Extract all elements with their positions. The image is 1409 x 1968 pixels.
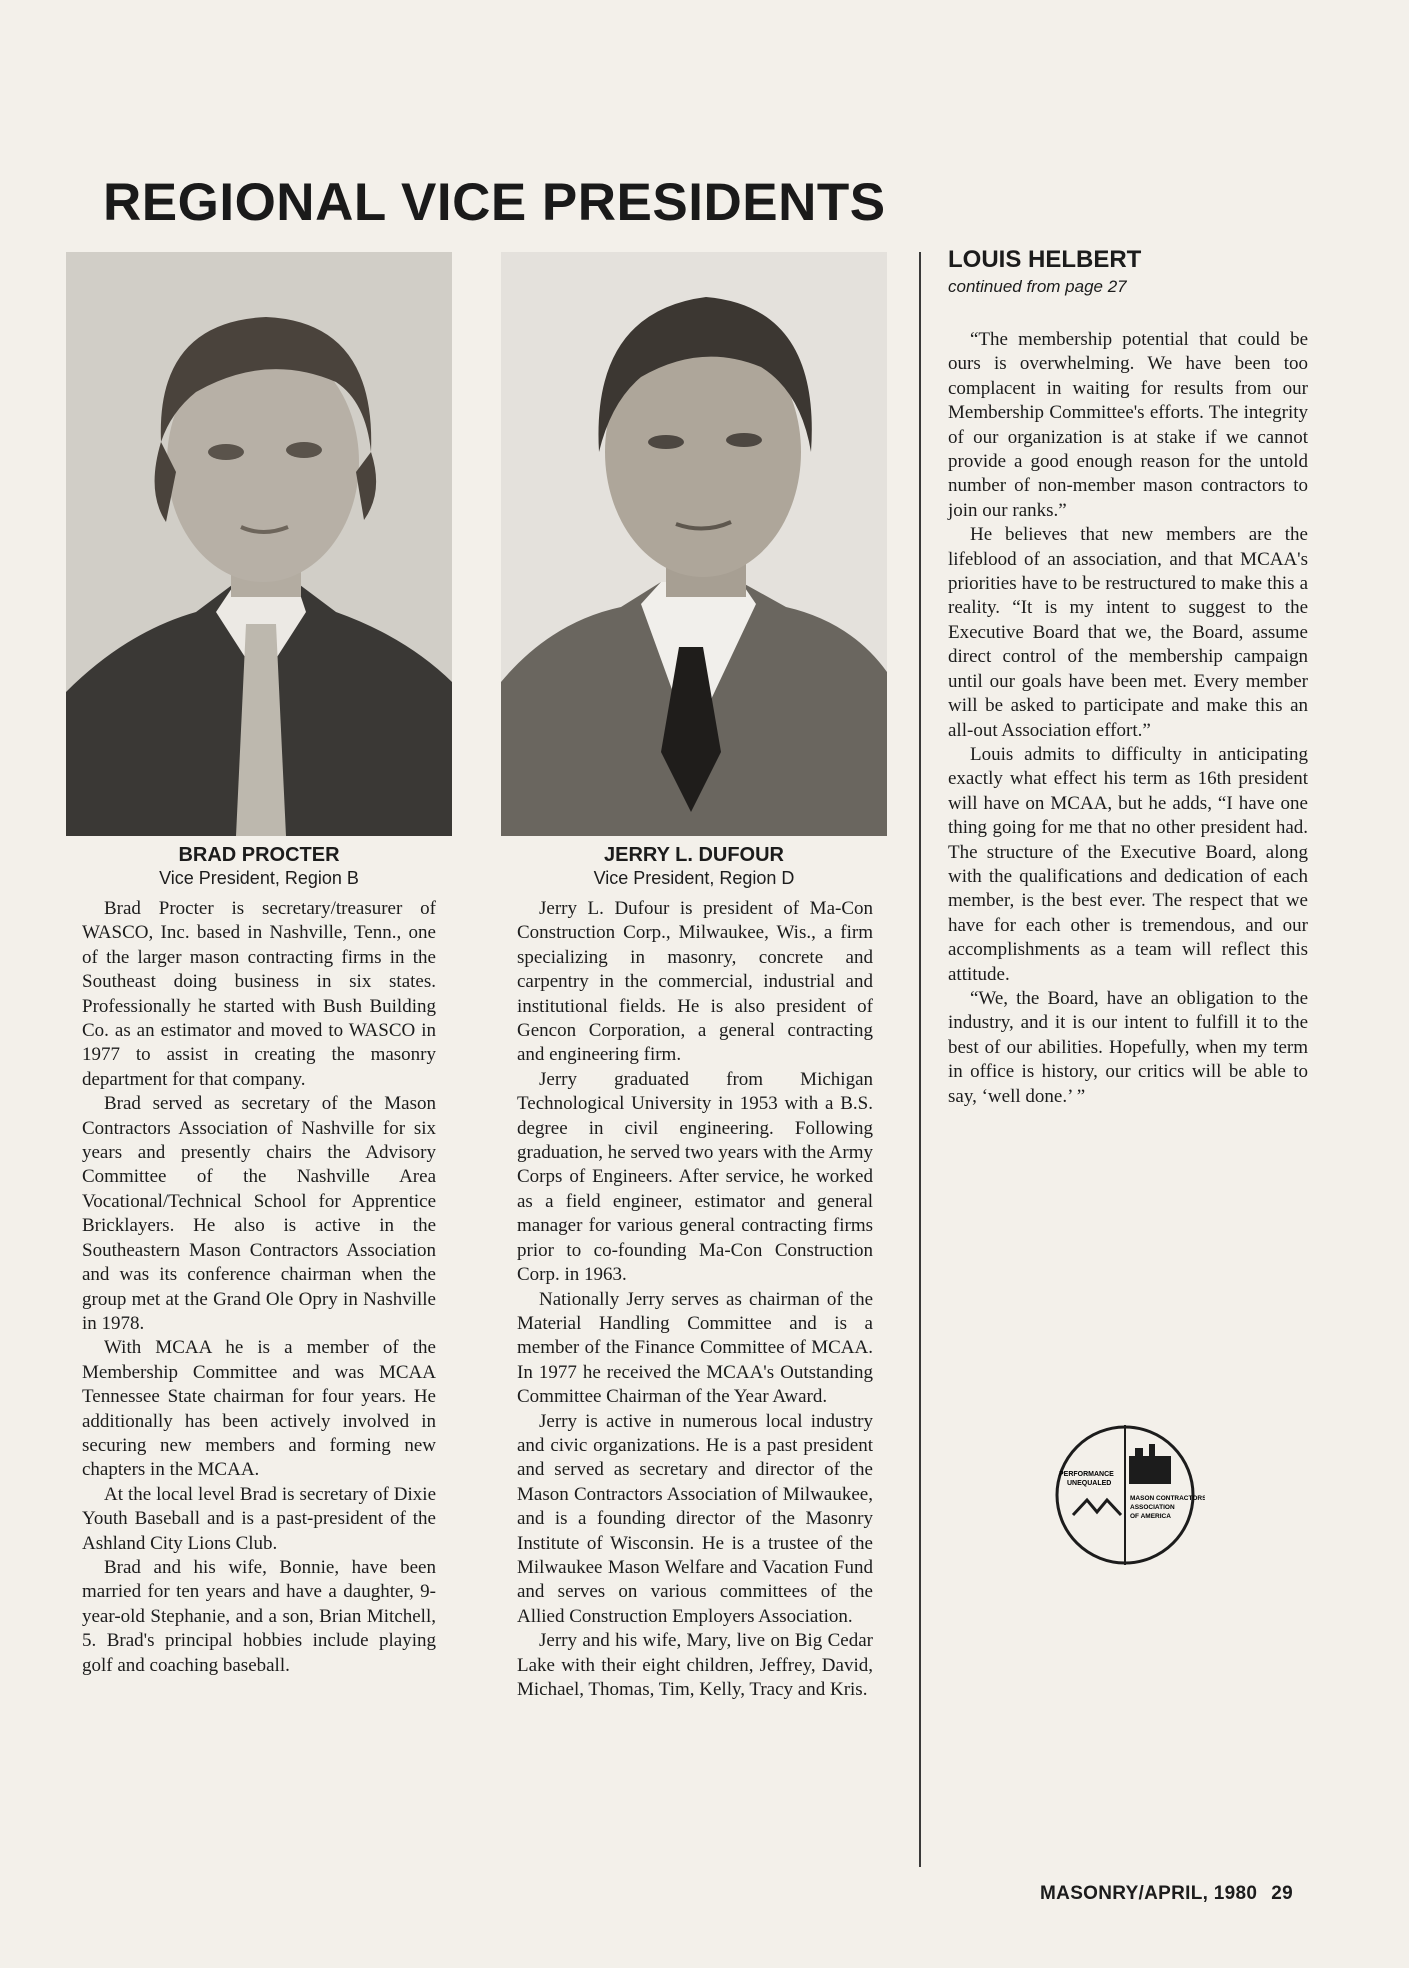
column-divider [919, 252, 921, 1867]
publication-info: MASONRY/APRIL, 1980 [1040, 1883, 1258, 1904]
caption-jerry-dufour [501, 843, 887, 889]
article-paragraph: Louis admits to difficulty in anticipating exactly what effect his term as 16th president will have on MCAA, but he adds, “I have one thing going for me that no other president had. The structure of the Executive Board, along with the qualifications and dedication of each member, is the best ever. The respect that we have for each other is tremendous, and our accomplishments as a team will reflect this attitude. [948, 743, 1308, 985]
bio-paragraph: Jerry is active in numerous local industry and civic organizations. He is a past president and served as secretary and director of the Mason Contractors Association of Milwaukee, and is a founding director of the Masonry Institute of Wisconsin. He is a trustee of the Milwaukee Mason Welfare and Vacation Fund and serves on various committees of the Allied Construction Employers Association. [517, 1410, 873, 1627]
page-footer [1040, 1883, 1293, 1905]
article-paragraph: He believes that new members are the lifeblood of an association, and that MCAA's priorities have to be restructured to make this a reality. “It is my intent to suggest to the Executive Board that we, the Board, assume direct control of the membership campaign until our goals have been met. Every member will be asked to participate and make this an all-out Association effort.” [948, 524, 1308, 741]
portrait-photo-jerry-dufour [501, 252, 887, 836]
page-headline: REGIONAL VICE PRESIDENTS [103, 173, 886, 232]
person-title: Vice President, Region B [159, 868, 359, 888]
bio-paragraph: At the local level Brad is secretary of Dixie Youth Baseball and is a past-president of the Ashland City Lions Club. [82, 1483, 436, 1554]
logo-text-1: PERFORMANCE [1059, 1471, 1114, 1478]
logo-text-2: UNEQUALED [1067, 1480, 1112, 1487]
person-name: JERRY L. DUFOUR [603, 844, 785, 866]
logo-text-3: MASON CONTRACTORS [1130, 1495, 1205, 1502]
portrait-illustration [501, 252, 887, 836]
mcaa-seal-icon [1045, 1420, 1205, 1570]
article-paragraph: “The membership potential that could be ours is overwhelming. We have been too complacent in waiting for results from our Membership Committee's efforts. The integrity of our organization is at stake if we cannot provide a good enough reason for the untold number of non-member mason contractors to join our ranks.” [948, 329, 1308, 521]
logo-text-5: OF AMERICA [1130, 1513, 1171, 1520]
bio-paragraph: Brad Procter is secretary/treasurer of WASCO, Inc. based in Nashville, Tenn., one of the larger mason contracting firms in the Southeast doing business in six states. Professionally he started with Bush Building Co. as an estimator and moved to WASCO in 1977 to assist in creating the masonry department for that company. [82, 898, 436, 1090]
bio-paragraph: Jerry graduated from Michigan Technological University in 1953 with a B.S. degree in civil engineering. Following graduation, he served two years with the Army Corps of Engineers. After service, he worked as a field engineer, estimator and general manager for various general contracting firms prior to co-founding Ma-Con Construction Corp. in 1963. [517, 1068, 873, 1286]
person-name: BRAD PROCTER [178, 844, 340, 866]
continued-article-column [948, 328, 1308, 1109]
mcaa-logo-graphic [1045, 1420, 1205, 1570]
bio-paragraph: Brad served as secretary of the Mason Contractors Association of Nashville for six years and presently chairs the Advisory Committee of the Nashville Area Vocational/Technical School for Apprentice Bricklayers. He also is active in the Southeastern Mason Contractors Association and was its conference chairman when the group met at the Grand Ole Opry in Nashville in 1978. [82, 1093, 436, 1334]
bio-paragraph: Jerry and his wife, Mary, live on Big Cedar Lake with their eight children, Jeffrey, David, Michael, Thomas, Tim, Kelly, Tracy and Kris. [517, 1630, 873, 1700]
portrait-photo-brad-procter [66, 252, 452, 836]
caption-brad-procter [66, 843, 452, 889]
person-title: Vice President, Region D [593, 868, 795, 888]
bio-paragraph: With MCAA he is a member of the Membership Committee and was MCAA Tennessee State chairman for four years. He additionally has been actively involved in securing new members and forming new chapters in the MCAA. [82, 1337, 436, 1481]
continued-from-note: continued from page 27 [948, 277, 1127, 296]
bio-column-jerry-dufour [517, 897, 873, 1702]
article-paragraph: “We, the Board, have an obligation to the industry, and it is our intent to fulfill it to the best of our abilities. Hopefully, when my term in office is history, our critics will be able to say, ‘well done.’ ” [948, 987, 1308, 1107]
portrait-illustration [66, 252, 452, 836]
bio-paragraph: Nationally Jerry serves as chairman of the Material Handling Committee and is a member of the Finance Committee of MCAA. In 1977 he received the MCAA's Outstanding Committee Chairman of the Year Award. [517, 1288, 873, 1408]
bio-column-brad-procter [82, 897, 436, 1678]
bio-paragraph: Brad and his wife, Bonnie, have been married for ten years and have a daughter, 9-year-old Stephanie, and a son, Brian Mitchell, 5. Brad's principal hobbies include playing golf and coaching baseball. [82, 1556, 436, 1676]
continued-article-title: LOUIS HELBERT [948, 246, 1142, 273]
page-number: 29 [1271, 1883, 1293, 1904]
logo-text-4: ASSOCIATION [1130, 1504, 1175, 1511]
bio-paragraph: Jerry L. Dufour is president of Ma-Con Construction Corp., Milwaukee, Wis., a firm specializing in masonry, concrete and carpentry in the commercial, industrial and institutional fields. He is also president of Gencon Corporation, a general contracting and engineering firm. [517, 898, 873, 1066]
